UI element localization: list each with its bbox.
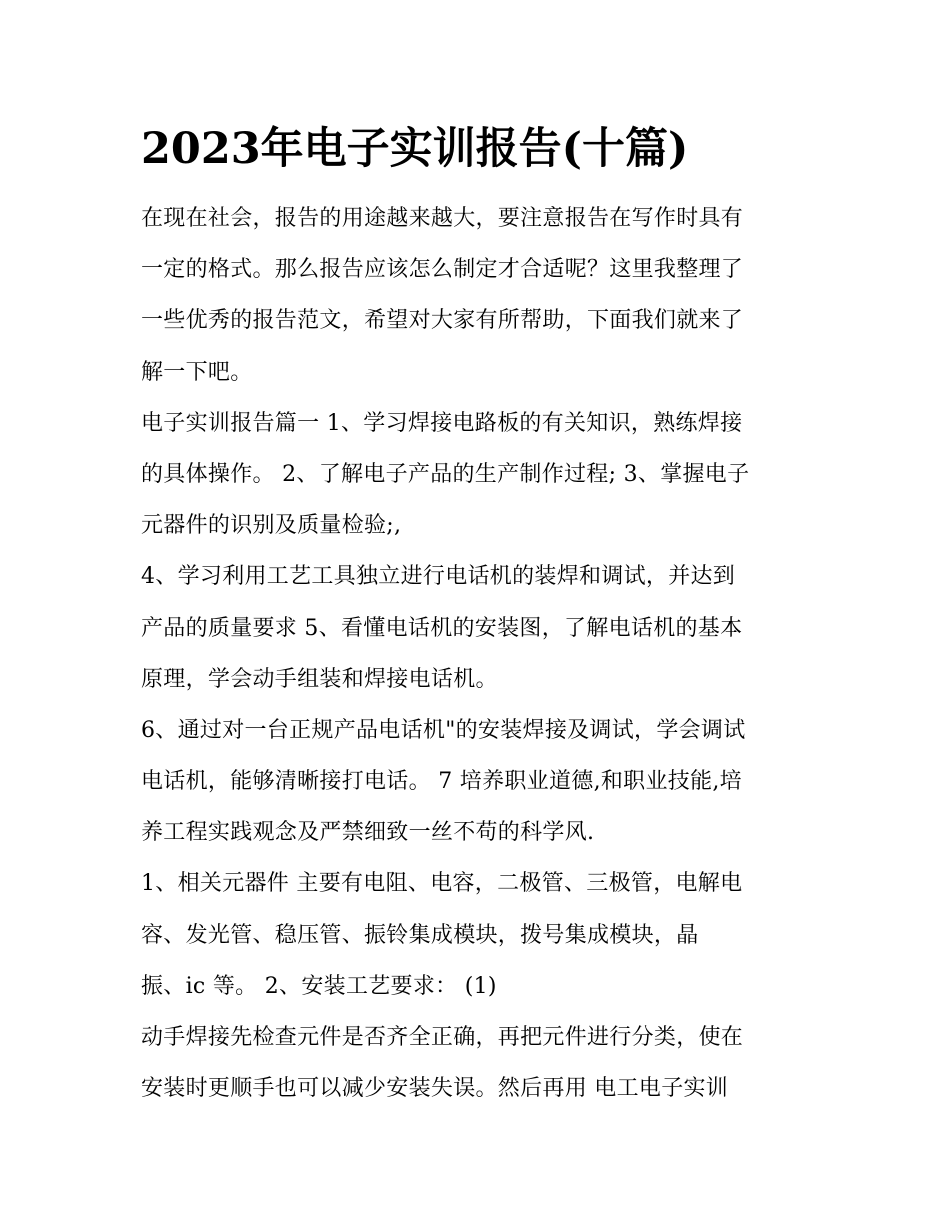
text-line: 动手焊接先检查元件是否齐全正确，再把元件进行分类，使在 [141, 1025, 744, 1050]
text-line: 6、通过对一台正规产品电话机"的安装焊接及调试，学会调试 [141, 717, 746, 743]
text-line: 元器件的识别及质量检验;, [141, 513, 402, 539]
text-line: 的具体操作。 2、了解电子产品的生产制作过程; 3、掌握电子 [141, 461, 750, 487]
text-line: 电子实训报告篇一 1、学习焊接电路板的有关知识，熟练焊接 [141, 410, 743, 436]
text-line: 振、ic 等。 2、安装工艺要求： (1) [141, 973, 497, 999]
text-line: 原理，学会动手组装和焊接电话机。 [141, 666, 498, 692]
paragraph-list [141, 193, 813, 1114]
text-line: 一定的格式。那么报告应该怎么制定才合适呢？这里我整理了 [141, 257, 744, 283]
paragraph-intro [141, 193, 813, 398]
text-line: 容、发光管、稳压管、振铃集成模块，拨号集成模块，晶 [141, 922, 699, 948]
paragraph-components [141, 858, 813, 1012]
paragraph-objectives-1 [141, 398, 813, 552]
text-line: 1、相关元器件 主要有电阻、电容，二极管、三极管，电解电 [141, 871, 743, 897]
text-line: 4、学习利用工艺工具独立进行电话机的装焊和调试，并达到 [141, 564, 736, 590]
text-line: 安装时更顺手也可以减少安装失误。然后再用 电工电子实训 [141, 1076, 729, 1102]
text-line: 电话机，能够清晰接打电话。 7 培养职业道德,和职业技能,培 [141, 769, 742, 795]
text-line: 解一下吧。 [141, 359, 253, 385]
paragraph-objectives-3 [141, 705, 813, 859]
text-line: 养工程实践观念及严禁细致一丝不苟的科学风. [141, 820, 595, 846]
paragraph-soldering [141, 1012, 813, 1114]
text-line: 一些优秀的报告范文，希望对大家有所帮助，下面我们就来了 [141, 308, 744, 334]
document-title: 2023年电子实训报告(十篇) [141, 124, 689, 174]
text-line: 产品的质量要求 5、看懂电话机的安装图，了解电话机的基本 [141, 615, 743, 641]
paragraph-objectives-2 [141, 551, 813, 705]
document-body [141, 118, 813, 1114]
text-line: 在现在社会，报告的用途越来越大，要注意报告在写作时具有 [141, 206, 744, 231]
